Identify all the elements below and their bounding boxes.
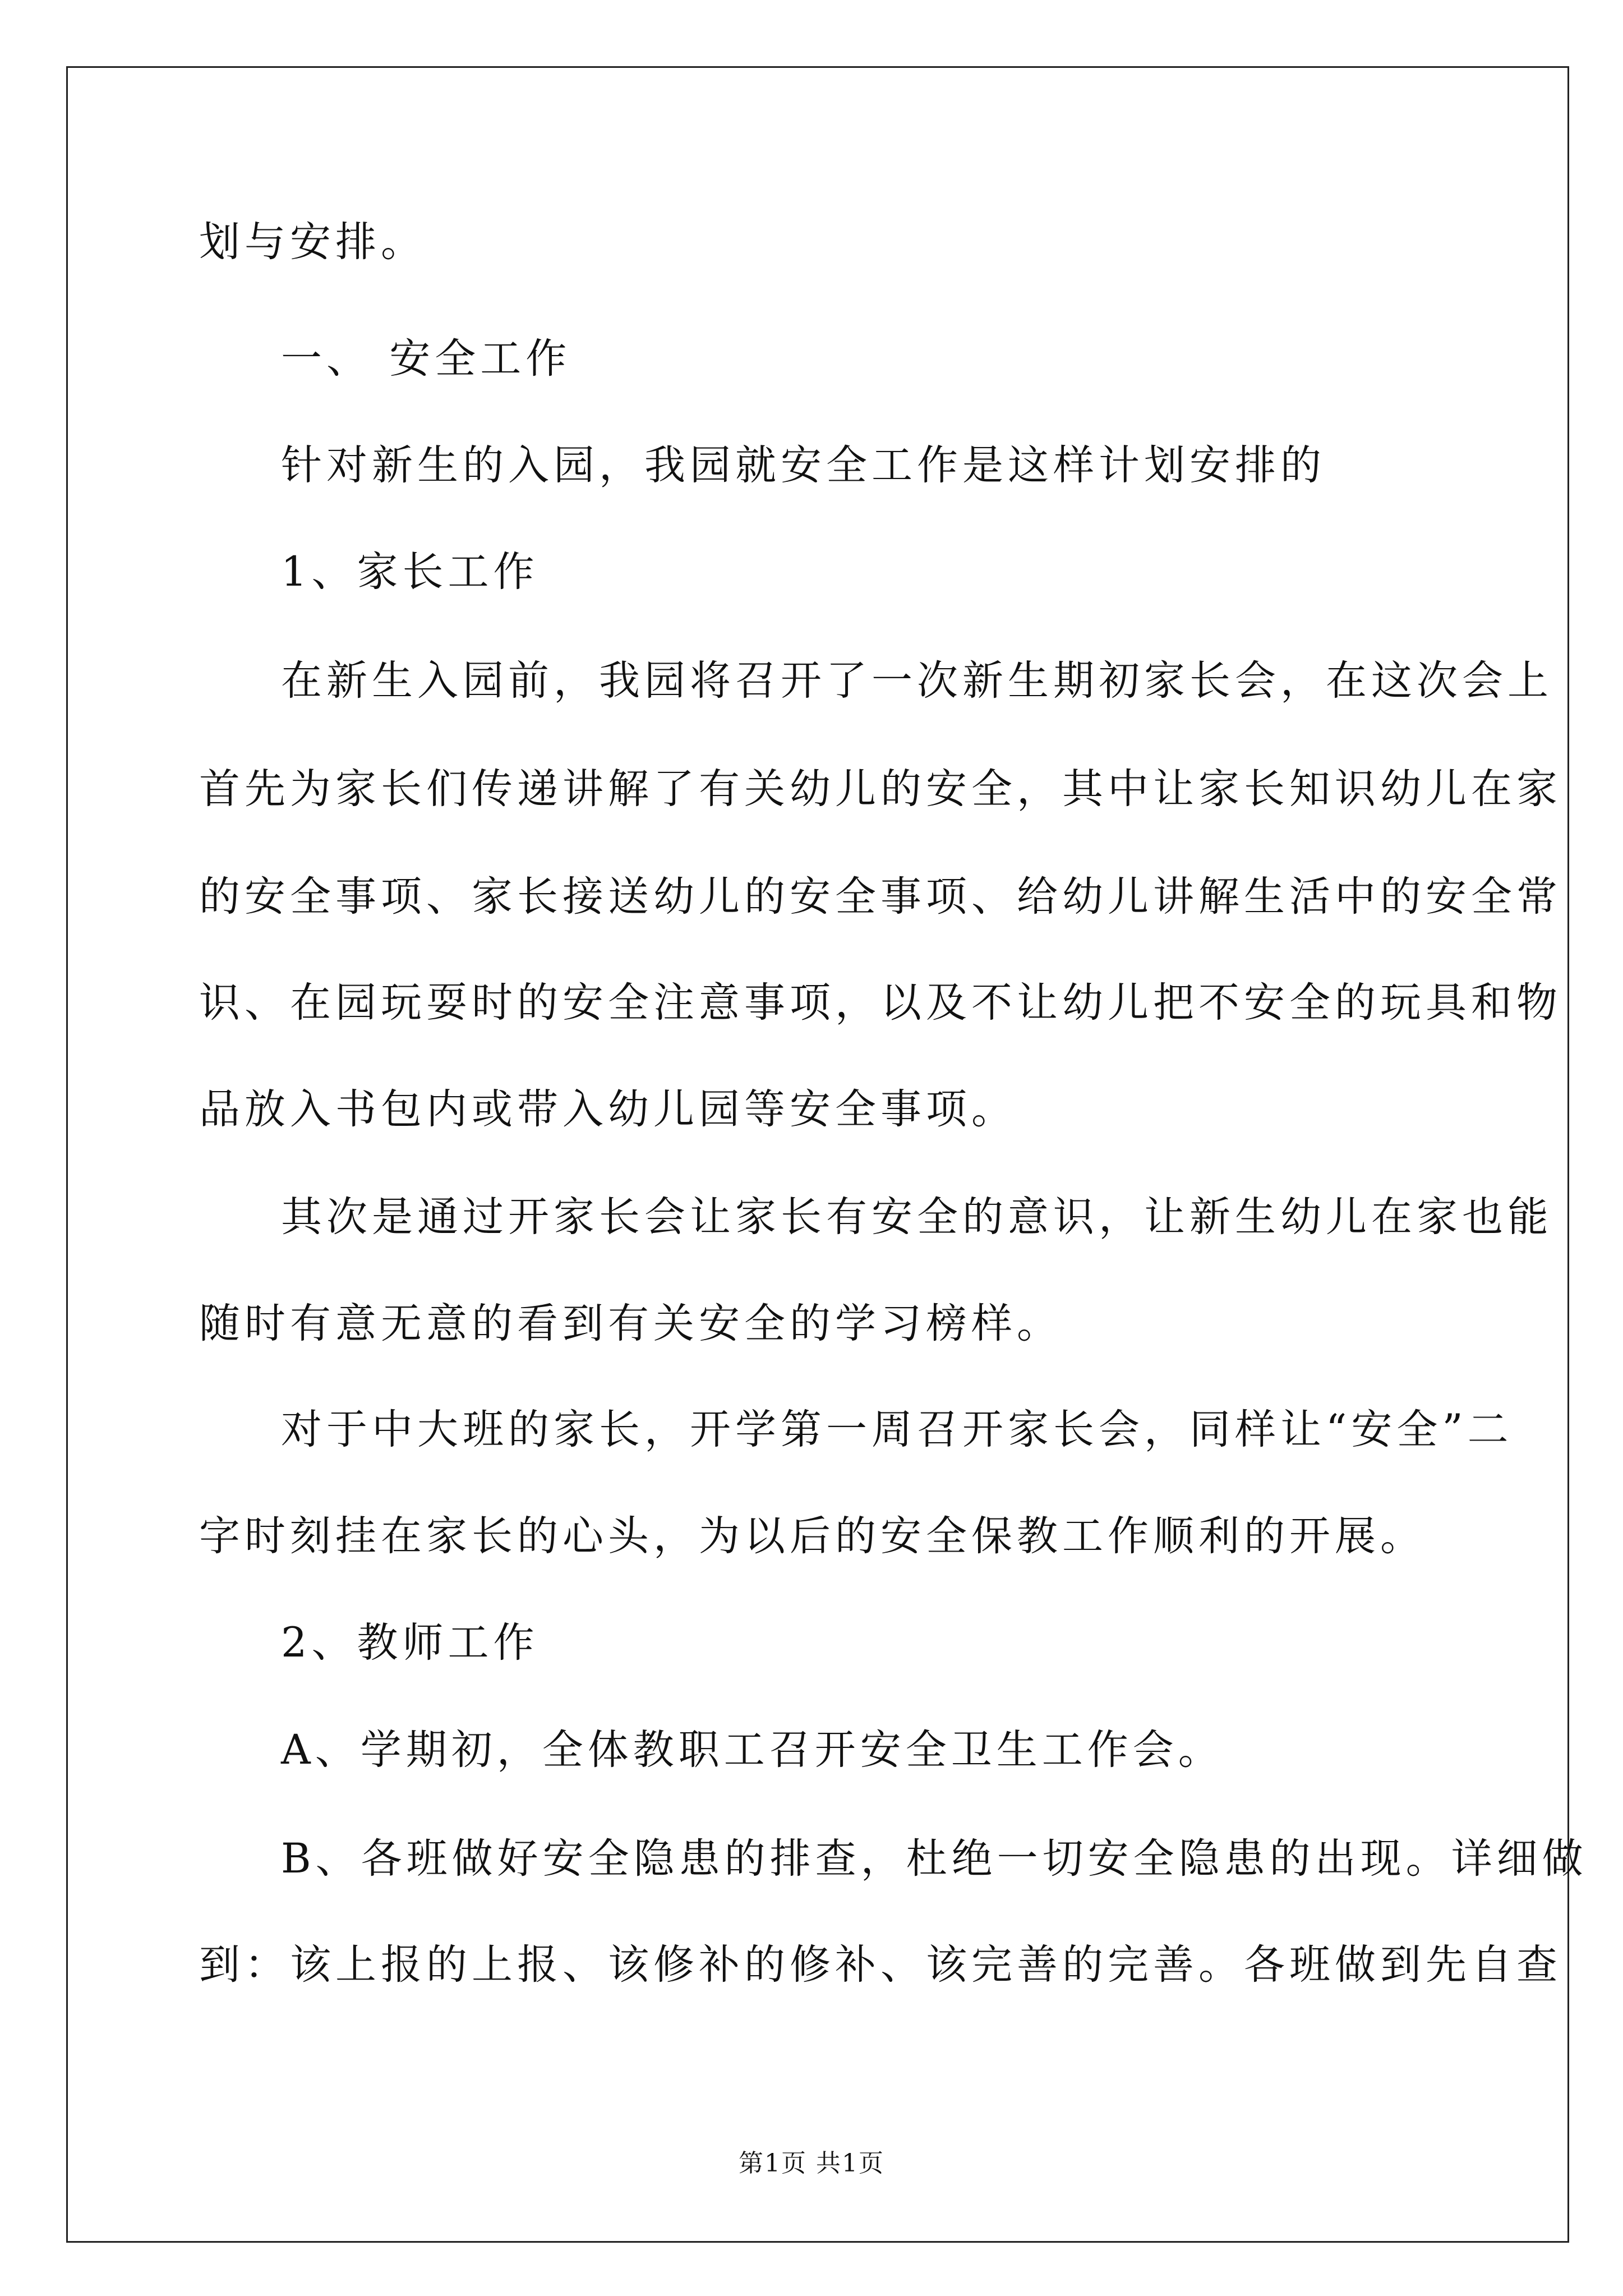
subsection-heading: 1、家长工作 <box>281 548 539 596</box>
text-line: 的安全事项、家长接送幼儿的安全事项、给幼儿讲解生活中的安全常 <box>199 873 1562 921</box>
text-line: B、各班做好安全隐患的排查，杜绝一切安全隐患的出现。详细做 <box>281 1835 1588 1883</box>
text-line: 随时有意无意的看到有关安全的学习榜样。 <box>199 1300 1062 1347</box>
text-line: 品放入书包内或带入幼儿园等安全事项。 <box>199 1085 1017 1133</box>
subsection-heading: 2、教师工作 <box>281 1619 539 1667</box>
text-line: 在新生入园前，我园将召开了一次新生期初家长会，在这次会上 <box>281 657 1553 705</box>
text-line: A、学期初，全体教职工召开安全卫生工作会。 <box>281 1726 1224 1774</box>
text-line: 其次是通过开家长会让家长有安全的意识，让新生幼儿在家也能 <box>281 1193 1553 1241</box>
text-line: 识、在园玩耍时的安全注意事项，以及不让幼儿把不安全的玩具和物 <box>199 979 1562 1027</box>
page-footer: 第1页 共1页 <box>739 2149 884 2178</box>
text-line: 划与安排。 <box>199 218 426 266</box>
text-line: 字时刻挂在家长的心头，为以后的安全保教工作顺利的开展。 <box>199 1512 1426 1560</box>
text-line: 首先为家长们传递讲解了有关幼儿的安全，其中让家长知识幼儿在家 <box>199 765 1562 813</box>
section-heading: 一、 安全工作 <box>281 335 571 383</box>
page-border <box>66 66 1569 2243</box>
text-line: 针对新生的入园，我园就安全工作是这样计划安排的 <box>281 441 1326 489</box>
text-line: 对于中大班的家长，开学第一周召开家长会，同样让“安全”二 <box>281 1406 1513 1453</box>
text-line: 到：该上报的上报、该修补的修补、该完善的完善。各班做到先自查 <box>199 1941 1562 1989</box>
